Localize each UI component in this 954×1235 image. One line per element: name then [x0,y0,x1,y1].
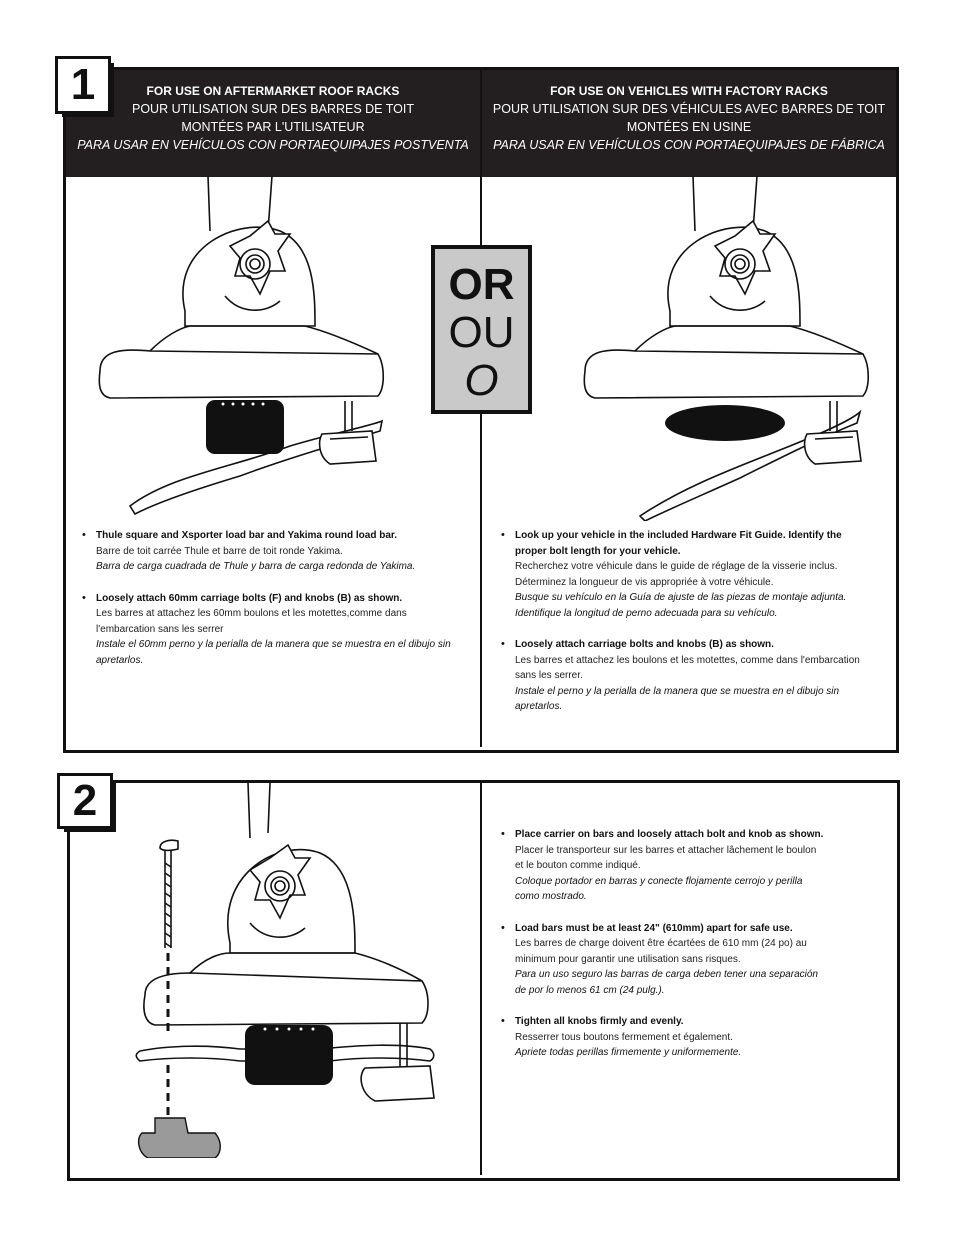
step1-left-header [66,70,480,177]
note-item: • Loosely attach 60mm carriage bolts (F) and knobs (B) as shown. Les barres at attachez les 60mm boulons et les motettes,comme dans l'embarcation sans les serrer Instale el 60mm perno y la perialla de la manera que se muestra en el dibujo sin apretarlos. [78,591,463,669]
note-item: • Look up your vehicle in the included Hardware Fit Guide. Identify the proper bolt length for your vehicle. Recherchez votre véhicule dans le guide de réglage de la visserie inclus. Déterminez la longueur de vis appropriée à votre véhicule. Busque su vehículo en la Guía de ajuste de las piezas de montaje adjunta. Identifique la longitud de perno adecuada para su vehículo. [497,528,872,621]
or-text-en: OR [448,260,515,309]
note-item: • Load bars must be at least 24" (610mm) apart for safe use. Les barres de charge doivent être écartées de 610 mm (24 po) au minimum pour garantir une utilisation sans risques. Para un uso seguro las barras de carga deben tener una separación de por lo menos 61 cm (24 pulg.). [497,921,827,999]
carrier-install-illustration [130,783,450,1158]
step1-right-notes [497,528,872,731]
or-text-fr: OU [448,308,515,357]
carrier-factory-illustration [575,176,875,521]
step2-number: 2 [57,773,113,829]
step1-number: 1 [55,56,111,114]
left-header-en: FOR USE ON AFTERMARKET ROOF RACKS [146,84,400,98]
right-header-es: PARA USAR EN VEHÍCULOS CON PORTAEQUIPAJES DE FÁBRICA [493,138,885,152]
step2-notes [497,827,827,1077]
step1-left-notes [78,528,463,684]
note-item: • Loosely attach carriage bolts and knobs (B) as shown. Les barres et attachez les boulons et les motettes, comme dans l'embarcation sans les serrer. Instale el perno y la perialla de la manera que se muestra en el dibujo sin apretarlos. [497,637,872,715]
carrier-aftermarket-illustration [90,176,390,521]
note-item: • Thule square and Xsporter load bar and Yakima round load bar. Barre de toit carrée Thule et barre de toit ronde Yakima. Barra de carga cuadrada de Thule y barra de carga redonda de Yakima. [78,528,463,575]
left-header-fr-2: MONTÉES PAR L'UTILISATEUR [181,120,365,134]
or-text-es: O [464,356,499,405]
right-header-en: FOR USE ON VEHICLES WITH FACTORY RACKS [550,84,828,98]
left-header-fr-1: POUR UTILISATION SUR DES BARRES DE TOIT [132,102,414,116]
step1-right-header [482,70,896,177]
left-header-es: PARA USAR EN VEHÍCULOS CON PORTAEQUIPAJES POSTVENTA [77,138,469,152]
or-box [431,245,532,414]
step2-divider [480,783,482,1175]
note-item: • Tighten all knobs firmly and evenly. Resserrer tous boutons fermement et également. Apriete todas perillas firmemente y uniformemente. [497,1014,827,1061]
note-item: • Place carrier on bars and loosely attach bolt and knob as shown. Placer le transporteur sur les barres et attacher lâchement le boulon et le bouton comme indiqué. Coloque portador en barras y conecte flojamente cerrojo y perilla como mostrado. [497,827,827,905]
right-header-fr-1: POUR UTILISATION SUR DES VÉHICULES AVEC BARRES DE TOIT [492,102,886,116]
right-header-fr-2: MONTÉES EN USINE [626,120,752,134]
